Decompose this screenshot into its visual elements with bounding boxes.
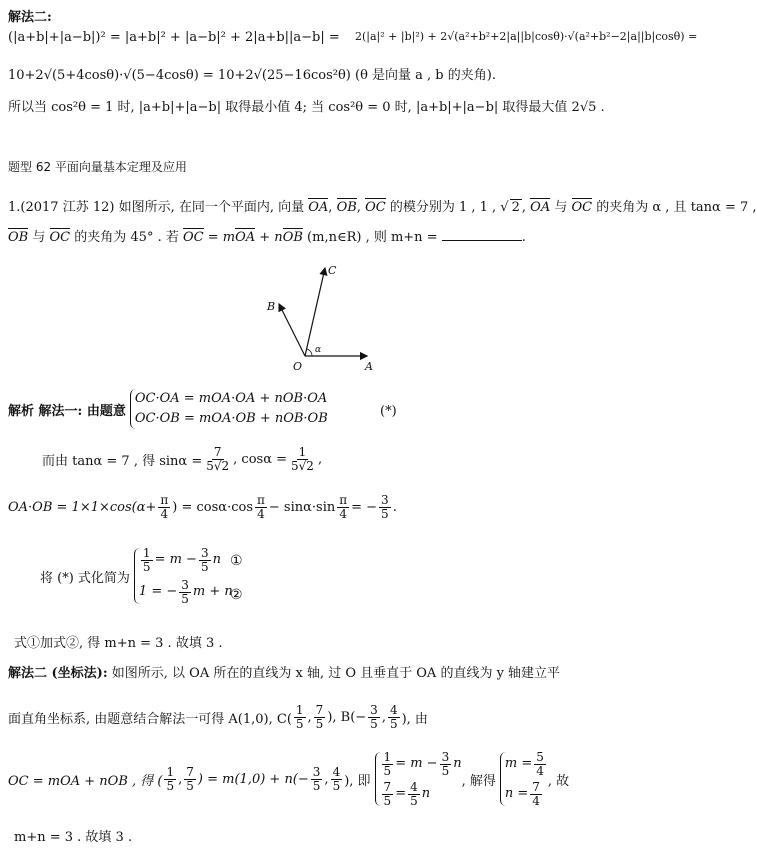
numerator: 7 bbox=[186, 764, 194, 779]
numerator: 7 bbox=[315, 703, 324, 717]
sin-fraction bbox=[204, 446, 231, 473]
numerator: 3 bbox=[381, 493, 389, 507]
fraction bbox=[440, 751, 452, 778]
numerator: 1 bbox=[383, 749, 392, 764]
cos-text: , cosα = bbox=[233, 452, 288, 467]
moduli-text: 的模分别为 1 , 1 , bbox=[389, 200, 497, 215]
denominator: 5 bbox=[332, 778, 341, 793]
denominator: 5 bbox=[295, 717, 304, 731]
problem-line-2 bbox=[8, 226, 526, 245]
vector-ob: OB bbox=[8, 230, 29, 245]
eq2-start: 1 = − bbox=[138, 584, 178, 599]
point-c-label: C bbox=[328, 264, 337, 277]
denominator: 5 bbox=[383, 793, 392, 808]
denominator: 5 bbox=[312, 778, 321, 793]
expansion-expr: 10+2√(5+4cosθ)·√(5−4cosθ) = 10+2√(25−16cos²θ) bbox=[8, 68, 351, 83]
simplified-system bbox=[40, 545, 233, 606]
fraction bbox=[331, 766, 343, 793]
problem-intro: 1.(2017 江苏 12) 如图所示, 在同一个平面内, 向量 bbox=[8, 200, 305, 215]
comma: , bbox=[356, 200, 361, 215]
angle-note: (θ 是向量 a , b 的夹角). bbox=[355, 68, 496, 83]
method2-line-3: OC = mOA + nOB , 得 ( $\frac{1}{5}$ , $\frac{7}{5}$ ) = m(1,0) + n(− $\frac{3}{5}$ , $\frac{4}{5}$ ), 即 $\frac{1}{5}$ = m − $\frac{3}{5}$ n $\frac{7}{5}$ = $\frac{4}{5}$ n , 解得 m = $\frac{5}{4}$ n = $\frac{7}{4}$ , 故 bbox=[8, 749, 570, 808]
m-solution bbox=[504, 749, 548, 778]
m-equals: m = bbox=[504, 756, 533, 771]
denominator: 5 bbox=[389, 717, 398, 731]
comma: , bbox=[328, 200, 333, 215]
coord-eq-1-end: n bbox=[453, 756, 462, 771]
equation-2 bbox=[138, 577, 233, 606]
combination-text: ) = m(1,0) + n(− bbox=[197, 771, 309, 787]
extremum-conclusion: 所以当 cos²θ = 1 时, |a+b|+|a−b| 取得最小值 4; 当 cos²θ = 0 时, |a+b|+|a−b| 取得最大值 2√5 . bbox=[8, 100, 605, 115]
vector-ob: OB bbox=[282, 230, 303, 245]
equals-minus: = − bbox=[351, 500, 378, 515]
vector-figure bbox=[255, 258, 385, 376]
problem-line-1: 1.(2017 江苏 12) 如图所示, 在同一个平面内, 向量 OA, OB, OC 的模分别为 1 , 1 , √ 2 , OA 与 OC 的夹角为 α , 且 tanα = 7 , bbox=[8, 200, 757, 215]
numerator: 1 bbox=[298, 445, 307, 459]
step-dot-product bbox=[8, 494, 397, 521]
numerator: 4 bbox=[410, 779, 418, 794]
sqrt-two: 2 bbox=[511, 200, 520, 215]
denominator: 5 bbox=[166, 778, 175, 793]
eq1-mid: = m − bbox=[154, 552, 197, 567]
method2-setup: 如图所示, 以 OA 所在的直线为 x 轴, 过 O 且垂直于 OA 的直线为 y 轴建立平 bbox=[111, 666, 561, 681]
numerator: 1 bbox=[166, 764, 175, 779]
step-sin-cos bbox=[42, 446, 322, 473]
numerator: 1 bbox=[142, 545, 151, 560]
alpha-label: α bbox=[315, 345, 322, 355]
result-fraction bbox=[379, 494, 391, 521]
numerator: 5 bbox=[536, 749, 544, 764]
with-text: 与 bbox=[32, 230, 46, 245]
denominator: 5 bbox=[142, 559, 151, 574]
denominator: 4 bbox=[532, 793, 540, 808]
period: . bbox=[521, 230, 526, 245]
fraction bbox=[184, 766, 196, 793]
fraction bbox=[534, 751, 546, 778]
cos-fraction bbox=[289, 446, 316, 473]
denominator: 5√2 bbox=[291, 459, 314, 473]
decomposition-text: OC = mOA + nOB , 得 ( bbox=[8, 773, 163, 789]
system-brace bbox=[130, 389, 328, 429]
period: . bbox=[392, 500, 397, 515]
numerator: 7 bbox=[383, 779, 392, 794]
system-brace bbox=[134, 545, 233, 606]
denominator: 4 bbox=[160, 507, 169, 521]
n-coeff: + n bbox=[259, 230, 283, 245]
you-text: ), 由 bbox=[401, 712, 428, 727]
vector-oa: OA bbox=[235, 230, 256, 245]
vector-oa: OA bbox=[530, 200, 551, 215]
numerator: 3 bbox=[370, 703, 378, 717]
tag-2: ② bbox=[230, 587, 243, 603]
numerator: 3 bbox=[181, 577, 189, 592]
final-answer: m+n = 3 . 故填 3 . bbox=[14, 830, 133, 845]
fraction bbox=[179, 579, 191, 606]
numerator: 4 bbox=[389, 703, 398, 717]
denominator: 5 bbox=[410, 793, 418, 808]
system-row-2: OC·OB = mOA·OB + nOB·OB bbox=[134, 411, 328, 426]
numerator: 4 bbox=[332, 764, 341, 779]
m-coeff: = m bbox=[207, 230, 236, 245]
point-b-text: ), B(− bbox=[327, 710, 367, 725]
denominator: 4 bbox=[339, 507, 347, 521]
fraction bbox=[314, 704, 326, 731]
denominator: 5 bbox=[181, 591, 189, 606]
fraction bbox=[530, 781, 542, 808]
n-solution bbox=[504, 779, 548, 808]
coord-eq-1 bbox=[380, 749, 462, 778]
method1-result: 式①加式②, 得 m+n = 3 . 故填 3 . bbox=[14, 636, 223, 651]
fraction bbox=[382, 751, 394, 778]
therefore-text: , 故 bbox=[547, 773, 570, 789]
denominator: 4 bbox=[257, 507, 265, 521]
eq2-end: m + n bbox=[192, 584, 233, 599]
point-o-label: O bbox=[293, 360, 303, 373]
coord-eq-2-end: n bbox=[421, 786, 431, 801]
coord-eq-2 bbox=[380, 779, 462, 808]
system-brace bbox=[375, 749, 462, 808]
fraction bbox=[199, 547, 211, 574]
pi-over-4 bbox=[158, 494, 170, 521]
angle-arc bbox=[307, 349, 312, 356]
comma: , bbox=[521, 200, 527, 215]
numerator: 7 bbox=[532, 779, 540, 794]
numerator: 3 bbox=[200, 545, 209, 560]
with-text: 与 bbox=[554, 200, 568, 215]
denominator: 5 bbox=[200, 559, 209, 574]
question-text: (m,n∈R) , 则 m+n = bbox=[307, 230, 438, 245]
simplify-label: 将 (*) 式化简为 bbox=[40, 570, 130, 586]
denominator: 5 bbox=[381, 507, 389, 521]
numerator: 3 bbox=[441, 749, 450, 764]
fraction bbox=[164, 766, 176, 793]
method-heading: 解法二: bbox=[8, 10, 52, 25]
numerator: 7 bbox=[213, 445, 222, 459]
method2-title: 解法二 (坐标法): bbox=[8, 666, 108, 681]
point-b-label: B bbox=[267, 300, 276, 313]
method2-line-1 bbox=[8, 662, 560, 681]
vector-oc-arrow bbox=[305, 268, 325, 356]
method2-line-2: 面直角坐标系, 由题意结合解法一可得 A(1,0), C( $\frac{1}{5}$ , $\frac{7}{5}$ ), B(− $\frac{3}{5}$ , $\frac{4}{5}$ ), 由 bbox=[8, 703, 428, 731]
equation-1 bbox=[139, 545, 233, 574]
denominator: 5√2 bbox=[206, 459, 230, 473]
fraction bbox=[388, 704, 400, 731]
system-1 bbox=[8, 389, 328, 429]
comma: , bbox=[317, 452, 323, 467]
pi-over-4 bbox=[337, 494, 349, 521]
numerator: π bbox=[257, 493, 265, 507]
fraction bbox=[311, 766, 323, 793]
vector-oa: OA bbox=[308, 200, 329, 215]
fraction bbox=[382, 781, 394, 808]
numerator: π bbox=[339, 493, 348, 507]
solution-brace bbox=[500, 749, 548, 808]
denominator: 5 bbox=[441, 763, 450, 778]
angle-45-text: 的夹角为 45° . 若 bbox=[74, 230, 179, 245]
denominator: 5 bbox=[383, 763, 392, 778]
solution-intro: 解析 解法一: 由题意 bbox=[8, 403, 126, 419]
expansion-text: ) = cosα·cos bbox=[172, 500, 253, 515]
denominator: 5 bbox=[315, 717, 324, 731]
vector-oc: OC bbox=[182, 230, 204, 245]
section-title: 题型 62 平面向量基本定理及应用 bbox=[8, 160, 187, 174]
vector-oc: OC bbox=[365, 200, 386, 215]
fraction bbox=[141, 547, 153, 574]
solve-text: , 解得 bbox=[461, 773, 496, 789]
tag-1: ① bbox=[230, 553, 243, 569]
eq1-end: n bbox=[212, 552, 221, 567]
vector-ob: OB bbox=[336, 200, 357, 215]
answer-blank bbox=[442, 228, 522, 241]
coord-eq-2-mid: = bbox=[395, 786, 407, 801]
coordinates-text: 面直角坐标系, 由题意结合解法一可得 A(1,0), C( bbox=[8, 712, 292, 727]
pi-over-4 bbox=[255, 494, 267, 521]
denominator: 4 bbox=[536, 763, 544, 778]
fraction bbox=[368, 704, 380, 731]
coord-eq-1-mid: = m − bbox=[395, 756, 438, 771]
expansion-right: 2(|a|² + |b|²) + 2√(a²+b²+2|a||b|cosθ)·√(a²+b²−2|a||b|cosθ) = bbox=[355, 30, 698, 43]
numerator: π bbox=[160, 493, 169, 507]
vector-oc: OC bbox=[571, 200, 593, 215]
denominator: 5 bbox=[186, 778, 194, 793]
n-equals: n = bbox=[504, 786, 529, 801]
vector-ob-arrow bbox=[279, 304, 305, 356]
denominator: 5 bbox=[370, 717, 378, 731]
namely-text: ), 即 bbox=[344, 773, 371, 789]
point-a-label: A bbox=[365, 360, 373, 373]
fraction bbox=[408, 781, 420, 808]
minus-sin-text: − sinα·sin bbox=[268, 500, 336, 515]
numerator: 1 bbox=[295, 703, 304, 717]
expansion-line2 bbox=[8, 64, 496, 83]
numerator: 3 bbox=[312, 764, 321, 779]
expansion-left: (|a+b|+|a−b|)² = |a+b|² + |a−b|² + 2|a+b||a−b| = bbox=[8, 30, 340, 45]
system-row-1: OC·OA = mOA·OA + nOB·OA bbox=[134, 391, 328, 406]
step1-text: 而由 tanα = 7 , 得 sinα = bbox=[42, 454, 203, 469]
star-tag: (*) bbox=[380, 404, 397, 419]
vector-oc: OC bbox=[49, 230, 71, 245]
fraction bbox=[294, 704, 306, 731]
angle-alpha-text: 的夹角为 α , 且 tanα = 7 , bbox=[596, 200, 757, 215]
dot-product-lhs: OA·OB = 1×1×cos(α+ bbox=[8, 500, 157, 515]
